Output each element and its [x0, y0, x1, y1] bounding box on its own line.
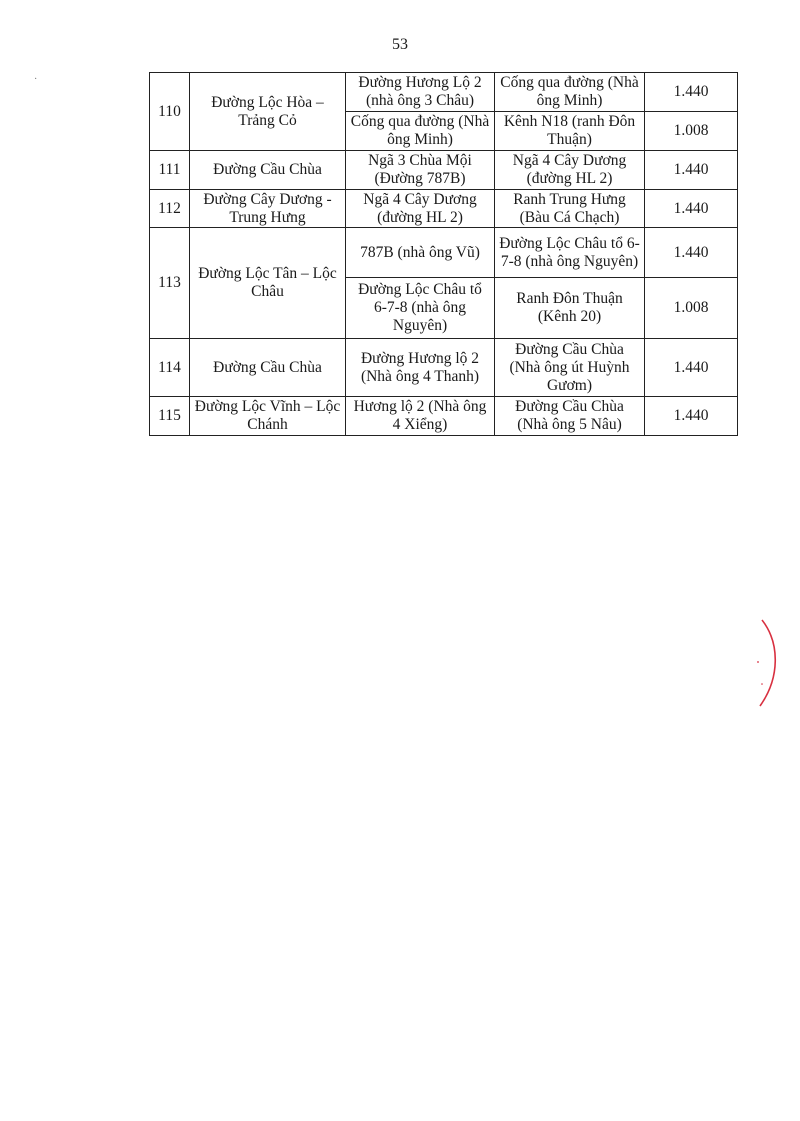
- road-name: Đường Cầu Chùa: [190, 339, 346, 397]
- table-row: [150, 190, 738, 228]
- row-number: 115: [150, 397, 190, 436]
- segment-to: Ngã 4 Cây Dương (đường HL 2): [495, 151, 645, 190]
- segment-price: 1.440: [645, 190, 738, 228]
- table-row: [150, 228, 738, 278]
- segment-price: 1.440: [645, 228, 738, 278]
- road-name: Đường Cầu Chùa: [190, 151, 346, 190]
- table-row: [150, 151, 738, 190]
- segment-from: Đường Hương Lộ 2 (nhà ông 3 Châu): [346, 73, 495, 112]
- segment-from: Cống qua đường (Nhà ông Minh): [346, 112, 495, 151]
- row-number: 111: [150, 151, 190, 190]
- segment-price: 1.008: [645, 112, 738, 151]
- table-row: [150, 73, 738, 112]
- road-name: Đường Cây Dương - Trung Hưng: [190, 190, 346, 228]
- segment-price: 1.440: [645, 339, 738, 397]
- segment-to: Đường Cầu Chùa (Nhà ông 5 Nâu): [495, 397, 645, 436]
- row-number: 110: [150, 73, 190, 151]
- segment-to: Ranh Trung Hưng (Bàu Cá Chạch): [495, 190, 645, 228]
- table-row: [150, 397, 738, 436]
- land-price-table: [149, 72, 738, 436]
- page-number: 53: [392, 36, 408, 53]
- road-name: Đường Lộc Tân – Lộc Châu: [190, 228, 346, 339]
- segment-price: 1.440: [645, 151, 738, 190]
- row-number: 114: [150, 339, 190, 397]
- segment-from: Ngã 4 Cây Dương (đường HL 2): [346, 190, 495, 228]
- segment-to: Đường Lộc Châu tổ 6-7-8 (nhà ông Nguyên): [495, 228, 645, 278]
- scan-speck: ·: [34, 74, 38, 85]
- segment-to: Đường Cầu Chùa (Nhà ông út Huỳnh Gươm): [495, 339, 645, 397]
- row-number: 112: [150, 190, 190, 228]
- road-name: Đường Lộc Hòa – Trảng Cỏ: [190, 73, 346, 151]
- table-row: [150, 339, 738, 397]
- segment-to: Ranh Đôn Thuận (Kênh 20): [495, 278, 645, 339]
- segment-to: Cống qua đường (Nhà ông Minh): [495, 73, 645, 112]
- segment-price: 1.008: [645, 278, 738, 339]
- segment-to: Kênh N18 (ranh Đôn Thuận): [495, 112, 645, 151]
- segment-from: Đường Hương lộ 2 (Nhà ông 4 Thanh): [346, 339, 495, 397]
- segment-from: Đường Lộc Châu tổ 6-7-8 (nhà ông Nguyên): [346, 278, 495, 339]
- segment-from: Hương lộ 2 (Nhà ông 4 Xiểng): [346, 397, 495, 436]
- road-name: Đường Lộc Vĩnh – Lộc Chánh: [190, 397, 346, 436]
- row-number: 113: [150, 228, 190, 339]
- segment-price: 1.440: [645, 397, 738, 436]
- segment-price: 1.440: [645, 73, 738, 112]
- segment-from: Ngã 3 Chùa Mội (Đường 787B): [346, 151, 495, 190]
- red-stamp-edge: [740, 618, 780, 708]
- segment-from: 787B (nhà ông Vũ): [346, 228, 495, 278]
